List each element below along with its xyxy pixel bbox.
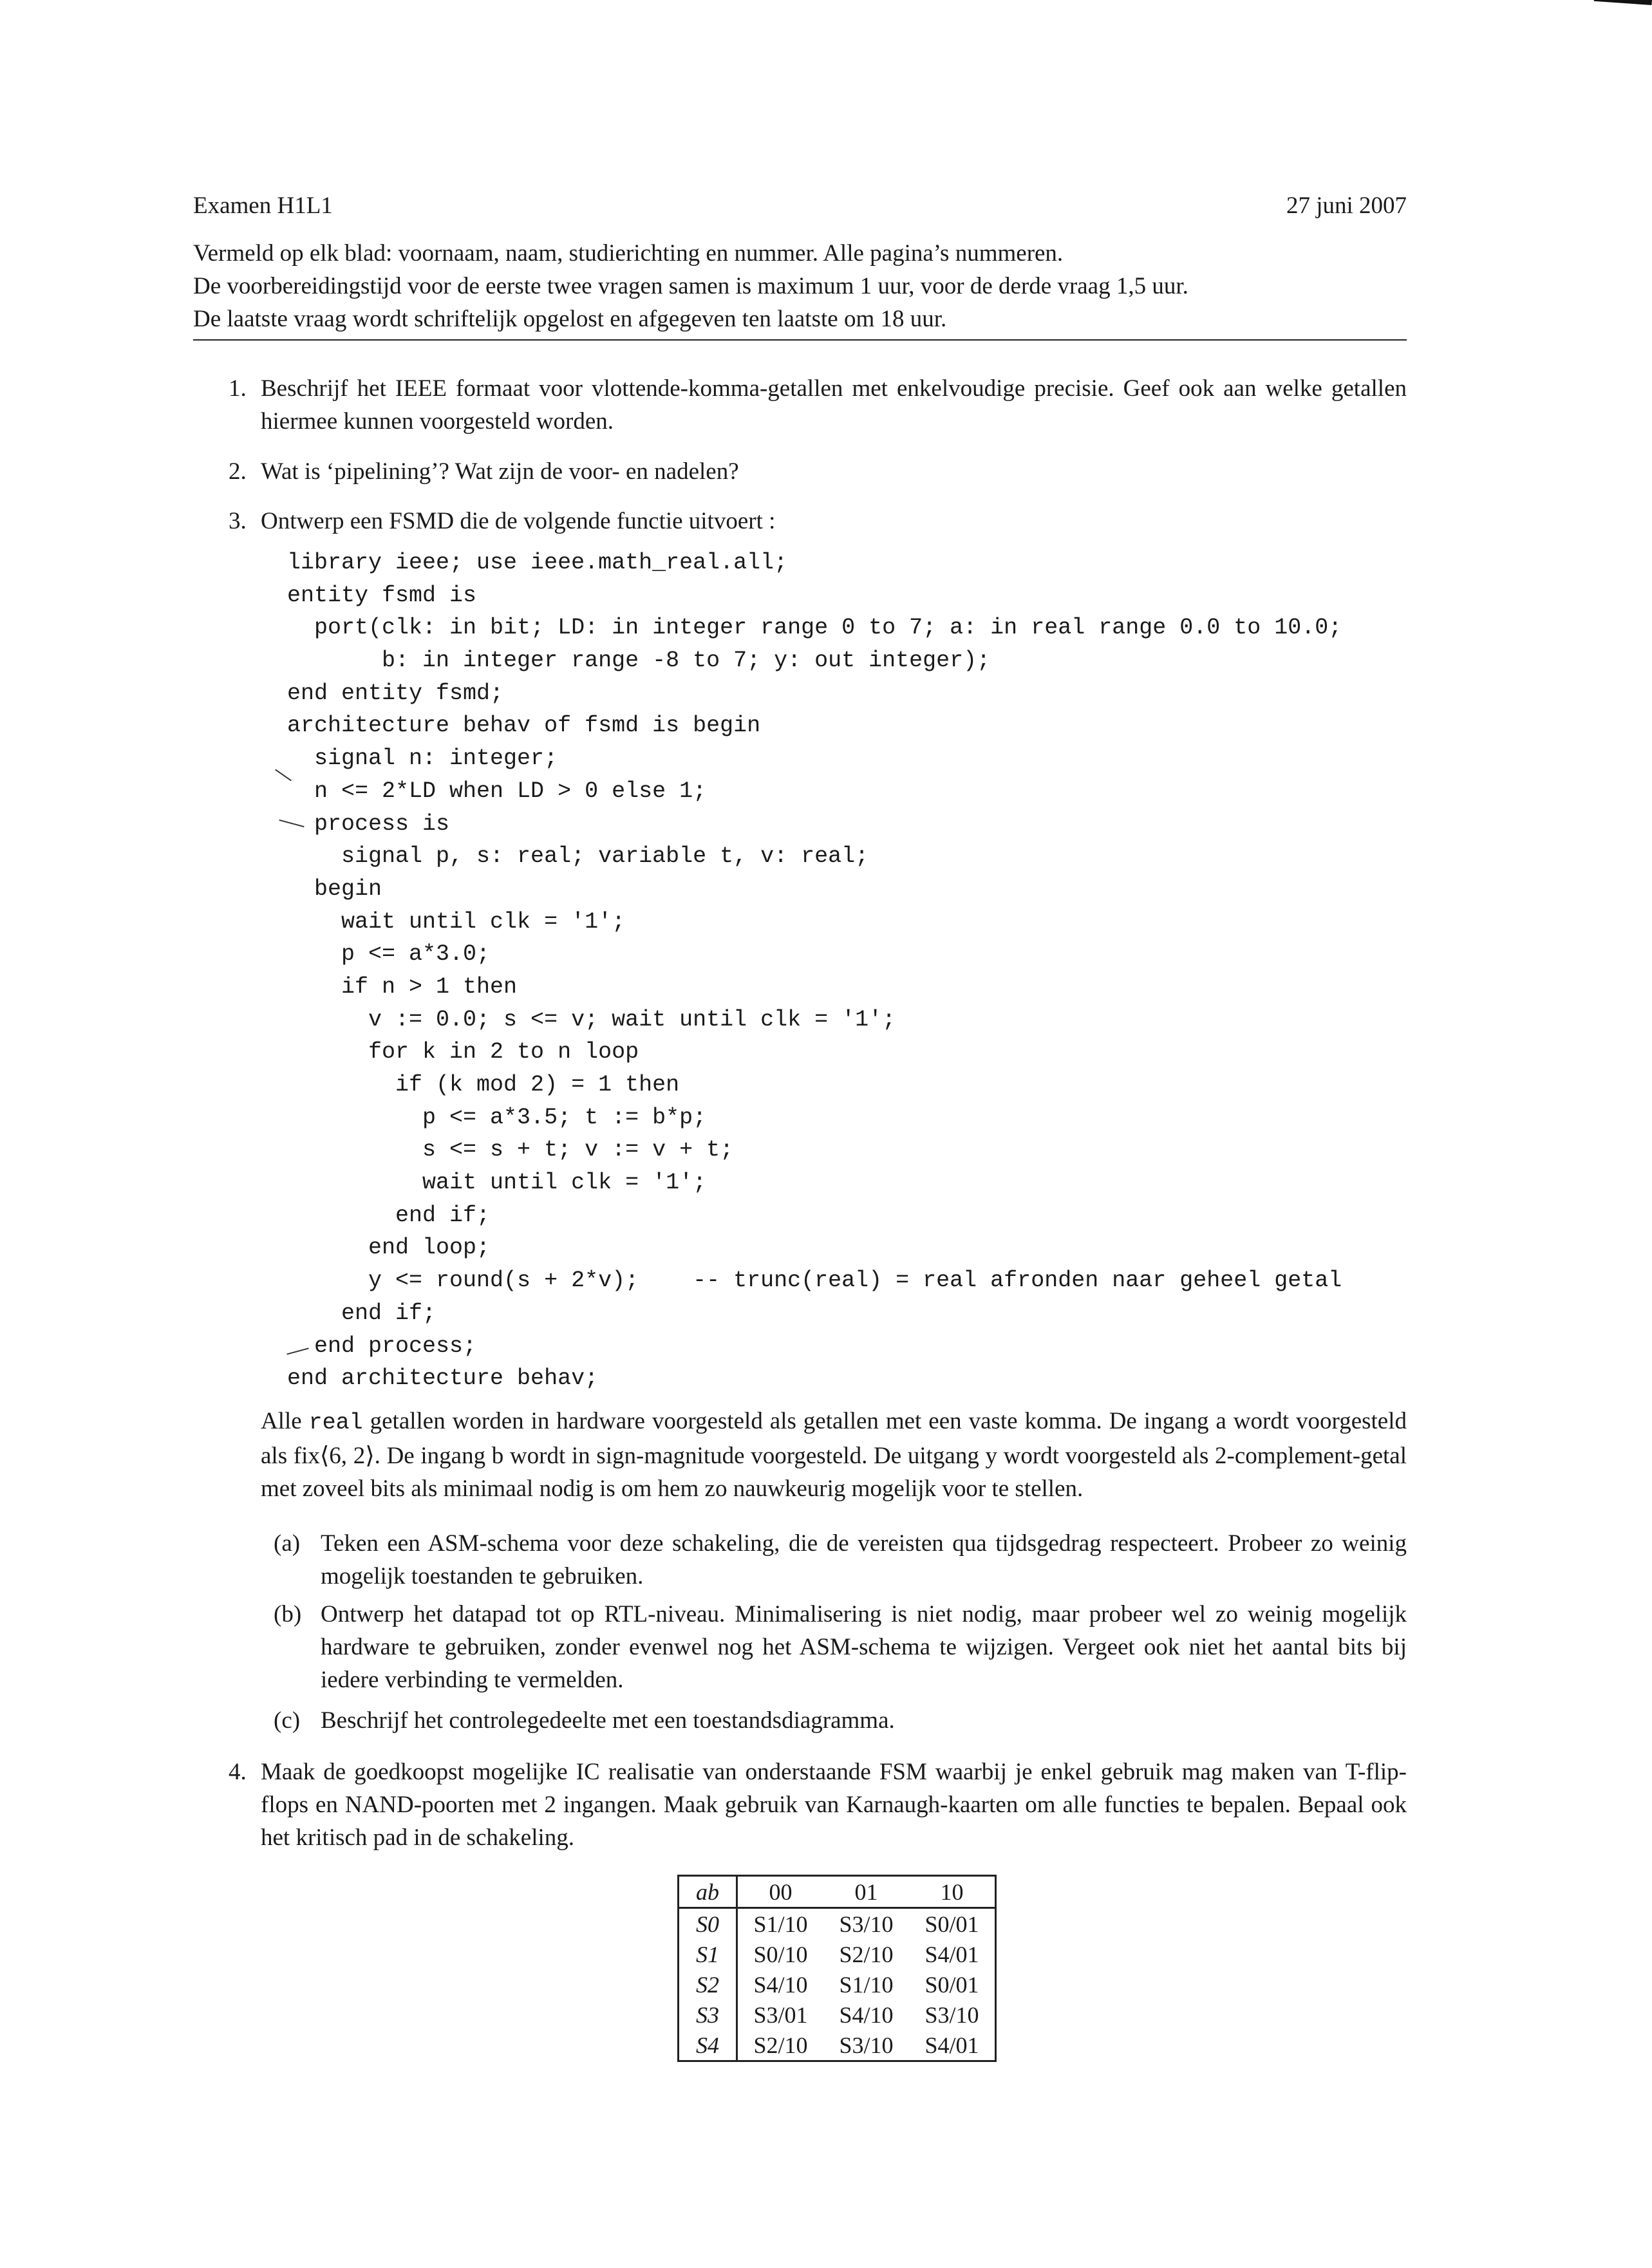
vhdl-code-listing [287,547,1342,1395]
table-header-row [679,1876,996,1908]
table-cell: S0/01 [925,1911,979,1937]
subquestion-text: Beschrijf het controlegedeelte met een toestandsdiagramma. [321,1707,895,1734]
table-cell: S2/10 [839,1941,894,1967]
state-label: S3 [679,2000,737,2030]
code-line: p <= a*3.0; [287,941,491,968]
state-label: S1 [679,1939,737,1969]
table-cell: S3/10 [925,2001,979,2028]
question-number: 1. [229,375,247,402]
code-line: end entity fsmd; [287,680,504,706]
subquestion-a [274,1527,1407,1593]
subquestion-c [274,1704,1407,1737]
code-line: s <= s + t; v := v + t; [287,1137,734,1163]
exam-header [193,192,1407,220]
header-divider [193,339,1407,341]
subquestion-text: Teken een ASM-schema voor deze schakeling, die de vereisten qua tijdsgedrag respecteert. Probeer zo weinig mogelijk toestanden te gebruiken. [321,1530,1407,1589]
code-line: if n > 1 then [287,973,518,1000]
code-line: signal p, s: real; variable t, v: real; [287,843,869,870]
column-header: 10 [909,1876,996,1908]
question-text: Beschrijf het IEEE formaat voor vlottende-komma-getallen met enkelvoudige precisie. Geef ook aan welke getallen hiermee kunnen voorgesteld worden. [261,375,1407,435]
code-line: library ieee; use ieee.math_real.all; [287,550,788,576]
table-cell: S1/10 [839,1971,894,1998]
code-line: wait until clk = '1'; [287,908,626,935]
question-text: Ontwerp een FSMD die de volgende functie uitvoert : [261,508,776,534]
question-number: 3. [229,508,247,534]
code-line: begin [287,876,382,902]
code-line: end loop; [287,1235,491,1261]
scan-corner-mark [1594,0,1652,5]
table-cell: S3/01 [753,2001,808,2028]
subquestion-label: (b) [274,1601,302,1627]
question-4 [193,1756,1407,1854]
table-corner-label: ab [679,1876,737,1908]
table-cell: S4/10 [753,1971,808,1998]
question-text: Maak de goedkoopst mogelijke IC realisatie van onderstaande FSM waarbij je enkel gebruik mag maken van T-flip-flops en NAND-poorten met 2 ingangen. Maak gebruik van Karnaugh-kaarten om alle functies te bepalen. Bepaal ook het kritisch pad in de schakeling. [261,1759,1407,1851]
instruction-line: De laatste vraag wordt schriftelijk opgelost en afgegeven ten laatste om 18 uur. [193,306,947,332]
code-line: process is [287,811,450,837]
exam-date: 27 juni 2007 [1286,192,1407,219]
question-number: 2. [229,458,247,485]
question-3-description [261,1405,1407,1505]
table-cell: S4/01 [925,2032,979,2058]
table-row [679,2030,996,2061]
question-1 [193,372,1407,438]
column-header: 01 [823,1876,909,1908]
subquestion-label: (c) [274,1707,301,1734]
table-cell: S2/10 [753,2032,808,2058]
code-line: v := 0.0; s <= v; wait until clk = '1'; [287,1006,896,1033]
table-row [679,1969,996,2000]
subquestion-text: Ontwerp het datapad tot op RTL-niveau. Minimalisering is niet nodig, maar probeer wel zo weinig mogelijk hardware te gebruiken, zonder evenwel nog het ASM-schema te wijzigen. Vergeet ook niet het aantal bits bij iedere verbinding te vermelden. [321,1601,1407,1693]
state-label: S4 [679,2030,737,2061]
table-cell: S1/10 [753,1911,808,1937]
code-line: n <= 2*LD when LD > 0 else 1; [287,778,707,804]
table-cell: S3/10 [839,1911,894,1937]
code-line: end process; [287,1333,477,1359]
code-line: entity fsmd is [287,582,477,608]
code-line: y <= round(s + 2*v); -- trunc(real) = real afronden naar geheel getal [287,1268,1342,1294]
table-row [679,2000,996,2030]
code-line: if (k mod 2) = 1 then [287,1072,680,1098]
code-line: port(clk: in bit; LD: in integer range 0 to 7; a: in real range 0.0 to 10.0; [287,615,1342,641]
table-cell: S0/10 [753,1941,808,1967]
table-cell: S4/10 [839,2001,894,2028]
description-keyword: real [308,1410,363,1436]
code-line: wait until clk = '1'; [287,1170,707,1196]
question-text: Wat is ‘pipelining’? Wat zijn de voor- en nadelen? [261,458,739,485]
code-line: end architecture behav; [287,1365,599,1392]
code-line: end if; [287,1202,491,1228]
table-row [679,1908,996,1940]
code-line: signal n: integer; [287,745,558,772]
code-line: p <= a*3.5; t := b*p; [287,1104,707,1130]
state-label: S2 [679,1969,737,2000]
table-row [679,1939,996,1969]
question-number: 4. [229,1759,247,1785]
column-header: 00 [737,1876,824,1908]
state-label: S0 [679,1908,737,1940]
fsm-state-table [677,1875,997,2062]
code-line: for k in 2 to n loop [287,1039,639,1065]
question-2 [193,455,1407,488]
subquestion-b [274,1598,1407,1696]
table-cell: S4/01 [925,1941,979,1967]
course-title: Examen H1L1 [193,192,333,219]
description-text: getallen worden in hardware voorgesteld als getallen met een vaste komma. De ingang a wordt voorgesteld als fix⟨6, 2⟩. De ingang b wordt in sign-magnitude voorgesteld. De uitgang y wordt voorgesteld als 2-complement-getal met zoveel bits als minimaal nodig is om hem zo nauwkeurig mogelijk voor te stellen. [261,1408,1407,1502]
subquestion-label: (a) [274,1530,301,1557]
description-text: Alle [261,1408,302,1434]
table-cell: S3/10 [839,2032,894,2058]
code-line: b: in integer range -8 to 7; y: out integer); [287,648,991,674]
instruction-line: De voorbereidingstijd voor de eerste twee vragen samen is maximum 1 uur, voor de derde vraag 1,5 uur. [193,273,1188,299]
question-3 [193,505,1407,538]
table-cell: S0/01 [925,1971,979,1998]
code-line: end if; [287,1300,436,1326]
instruction-line: Vermeld op elk blad: voornaam, naam, studierichting en nummer. Alle pagina’s nummeren. [193,240,1064,267]
code-line: architecture behav of fsmd is begin [287,713,761,739]
exam-instructions [193,237,1407,335]
